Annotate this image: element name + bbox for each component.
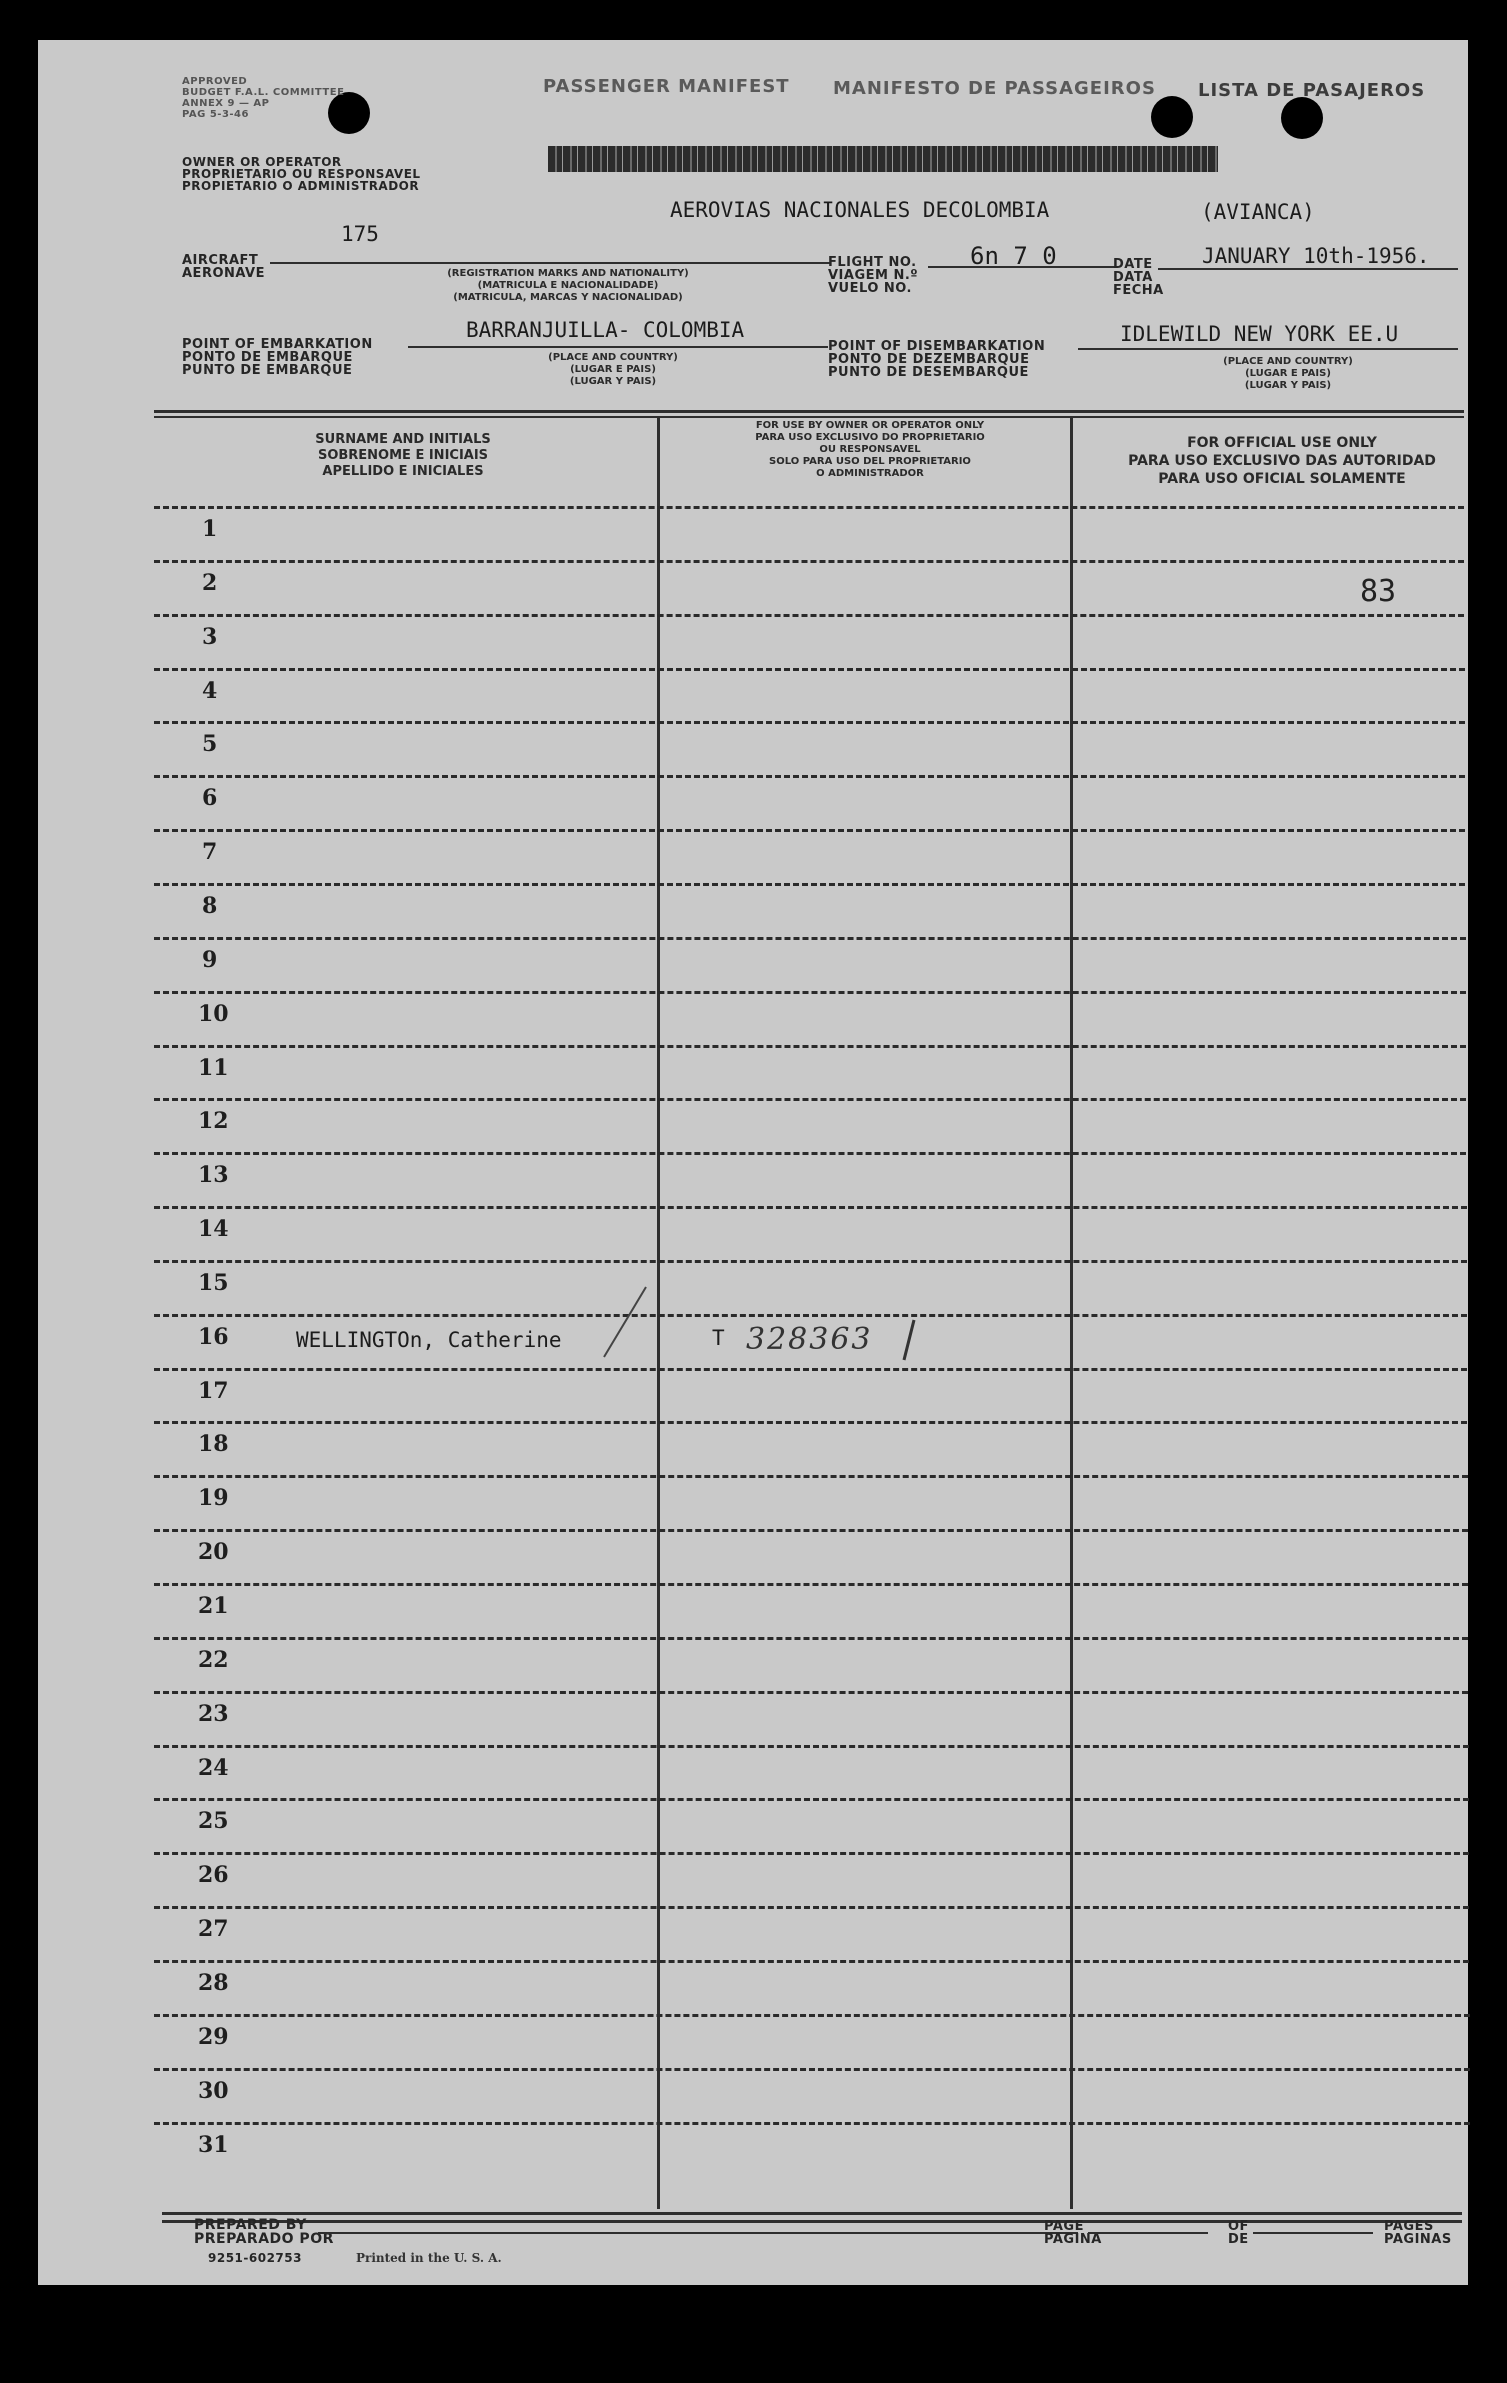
col-owner-use-header: FOR USE BY OWNER OR OPERATOR ONLY PARA USO EXCLUSIVO DO PROPRIETARIO OU RESPONSAVEL SOLO PARA USO DEL PROPRIETARIO O ADMINISTRADOR	[755, 420, 985, 479]
col-divider-2	[1070, 416, 1073, 2209]
approval-block: APPROVED BUDGET F.A.L. COMMITTEE ANNEX 9 — AP PAG 5-3-46	[182, 76, 345, 120]
row-rule	[154, 1852, 1469, 1855]
punch-hole	[1151, 96, 1193, 138]
owner-value: AEROVIAS NACIONALES DECOLOMBIA	[670, 198, 1050, 222]
table-bottom-border-2	[162, 2220, 1462, 2223]
row-rule	[154, 1583, 1468, 1586]
row-rule	[154, 2014, 1470, 2017]
row-number: 29	[198, 2024, 229, 2050]
col-divider-1	[657, 416, 660, 2209]
row-rule	[154, 1691, 1468, 1694]
row-number: 17	[198, 1378, 229, 1404]
row-rule	[154, 991, 1466, 994]
row-number: 22	[198, 1647, 229, 1673]
place-sublabel-right: (PLACE AND COUNTRY) (LUGAR E PAIS) (LUGAR Y PAIS)	[1223, 356, 1353, 391]
flight-label: FLIGHT NO. VIAGEM N.º VUELO NO.	[828, 255, 919, 296]
ticket-prefix: T	[712, 1326, 725, 1350]
manifest-sheet	[38, 40, 1468, 2285]
flight-underline	[928, 266, 1118, 268]
disembarkation-underline	[1078, 348, 1458, 350]
row-rule	[154, 1960, 1469, 1963]
date-value: JANUARY 10th-1956.	[1202, 244, 1430, 268]
disembarkation-value: IDLEWILD NEW YORK EE.U	[1120, 322, 1399, 346]
title-portuguese: MANIFESTO DE PASSAGEIROS	[833, 78, 1156, 99]
aircraft-underline	[270, 262, 830, 264]
row-rule	[154, 937, 1466, 940]
registration-sublabel: (REGISTRATION MARKS AND NATIONALITY) (MATRICULA E NACIONALIDADE) (MATRICULA, MARCAS Y NACIONALIDAD)	[447, 268, 689, 303]
row-rule	[154, 560, 1464, 563]
row-number: 13	[198, 1162, 229, 1188]
col-surname-header: SURNAME AND INITIALS SOBRENOME E INICIAIS APELLIDO E INICIALES	[315, 432, 491, 479]
row-rule	[154, 614, 1464, 617]
page-label: PAGE PAGINA	[1044, 2219, 1102, 2247]
row-number: 7	[202, 839, 218, 865]
row-number: 21	[198, 1593, 229, 1619]
punch-hole	[1281, 97, 1323, 139]
printed-in: Printed in the U. S. A.	[356, 2251, 502, 2265]
row-number: 10	[198, 1001, 229, 1027]
passenger-name: WELLINGTOn, Catherine	[296, 1328, 562, 1352]
row-rule	[154, 1098, 1466, 1101]
row-number: 5	[202, 731, 218, 757]
date-underline	[1158, 268, 1458, 270]
col-official-header: FOR OFFICIAL USE ONLY PARA USO EXCLUSIVO DAS AUTORIDAD PARA USO OFICIAL SOLAMENTE	[1128, 435, 1436, 487]
print-code: 9251-602753	[208, 2251, 302, 2265]
flight-value: 6n 7 0	[970, 242, 1057, 270]
row-number: 19	[198, 1485, 229, 1511]
row-number: 20	[198, 1539, 229, 1565]
prepared-underline	[318, 2232, 1078, 2234]
embarkation-label: POINT OF EMBARKATION PONTO DE EMBARQUE PUNTO DE EMBARQUE	[182, 337, 373, 378]
aircraft-label: AIRCRAFT AERONAVE	[182, 253, 266, 281]
prepared-by-label: PREPARED BY PREPARADO POR	[194, 2217, 334, 2247]
pages-label: PAGES PAGINAS	[1384, 2219, 1452, 2247]
row-number: 8	[202, 893, 218, 919]
embarkation-underline	[408, 346, 828, 348]
owner-label: OWNER OR OPERATOR PROPRIETARIO OU RESPONSAVEL PROPIETARIO O ADMINISTRADOR	[182, 155, 421, 193]
row-number: 30	[198, 2078, 229, 2104]
row-rule	[154, 1045, 1466, 1048]
row-number: 24	[198, 1755, 229, 1781]
row-rule	[154, 1368, 1467, 1371]
row-rule	[154, 721, 1465, 724]
row-rule	[154, 1206, 1467, 1209]
row-rule	[154, 2068, 1470, 2071]
row-rule	[154, 506, 1464, 509]
row-rule	[154, 829, 1465, 832]
row-number: 15	[198, 1270, 229, 1296]
row-number: 2	[202, 570, 218, 596]
date-label: DATE DATA FECHA	[1113, 257, 1164, 298]
aircraft-value: 175	[341, 222, 379, 246]
row-rule	[154, 1529, 1468, 1532]
redaction-strike	[548, 146, 1218, 172]
row-rule	[154, 1637, 1468, 1640]
owner-abbr: (AVIANCA)	[1201, 200, 1315, 224]
row-number: 23	[198, 1701, 229, 1727]
row-rule	[154, 668, 1465, 671]
row-number: 3	[202, 624, 218, 650]
row-rule	[154, 1798, 1469, 1801]
row-number: 31	[198, 2132, 229, 2158]
row-rule	[154, 1745, 1469, 1748]
row-rule	[154, 775, 1465, 778]
check-mark-icon	[898, 1318, 918, 1364]
page-underline	[1088, 2232, 1208, 2234]
ticket-number: 328363	[746, 1322, 873, 1357]
table-bottom-border	[162, 2212, 1462, 2215]
row-rule	[154, 2122, 1470, 2125]
row-number: 27	[198, 1916, 229, 1942]
row-rule	[154, 1475, 1468, 1478]
title-english: PASSENGER MANIFEST	[543, 76, 790, 97]
title-spanish: LISTA DE PASAJEROS	[1198, 80, 1426, 101]
row-rule	[154, 1421, 1467, 1424]
row-number: 16	[198, 1324, 229, 1350]
row-rule	[154, 883, 1465, 886]
of-label: OF DE	[1228, 2219, 1249, 2247]
row-number: 18	[198, 1431, 229, 1457]
place-sublabel-left: (PLACE AND COUNTRY) (LUGAR E PAIS) (LUGAR Y PAIS)	[548, 352, 678, 387]
row-rule	[154, 1260, 1467, 1263]
row-rule	[154, 1906, 1469, 1909]
check-mark-icon	[598, 1285, 648, 1365]
row-number: 14	[198, 1216, 229, 1242]
table-top-border-2	[154, 416, 1464, 418]
disembarkation-label: POINT OF DISEMBARKATION PONTO DE DEZEMBARQUE PUNTO DE DESEMBARQUE	[828, 339, 1046, 380]
row-number: 26	[198, 1862, 229, 1888]
row-number: 11	[198, 1055, 229, 1081]
of-underline	[1253, 2232, 1373, 2234]
row-number: 1	[202, 516, 218, 542]
row-rule	[154, 1314, 1467, 1317]
row-number: 12	[198, 1108, 229, 1134]
embarkation-value: BARRANJUILLA- COLOMBIA	[466, 318, 745, 342]
row-number: 9	[202, 947, 218, 973]
row-number: 6	[202, 785, 218, 811]
row-number: 28	[198, 1970, 229, 1996]
row-number: 4	[202, 678, 218, 704]
row-number: 25	[198, 1808, 229, 1834]
row-rule	[154, 1152, 1466, 1155]
table-top-border	[154, 410, 1464, 413]
official-note: 83	[1360, 574, 1397, 609]
